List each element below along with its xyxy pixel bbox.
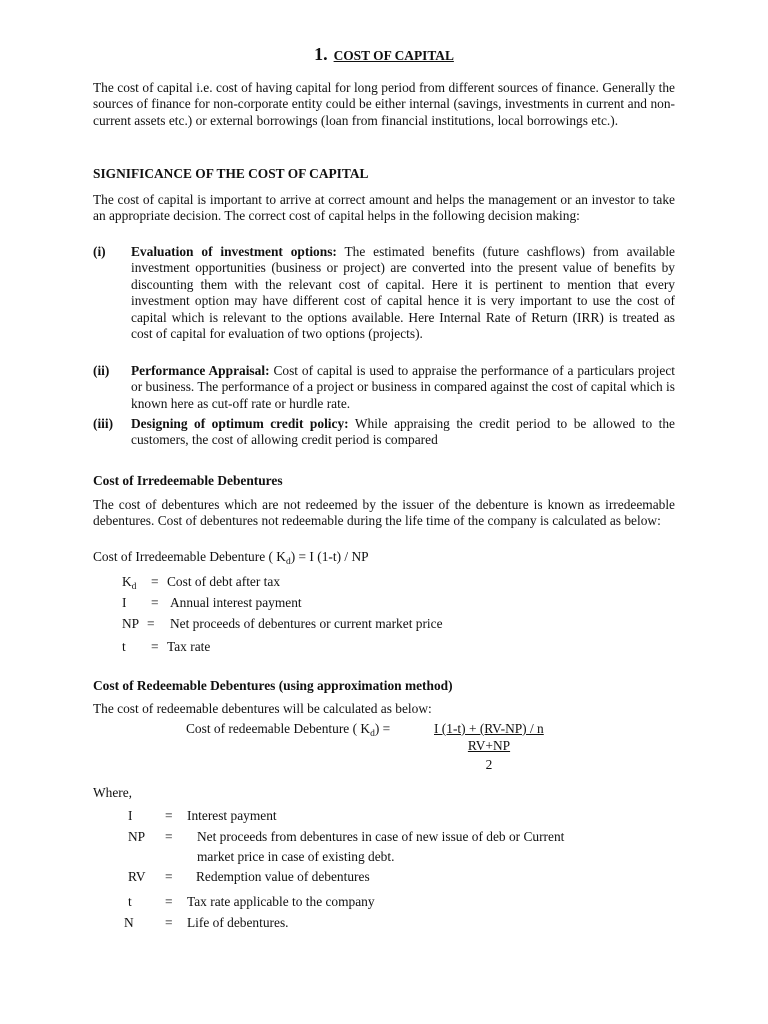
formula-prefix: Cost of redeemable Debenture ( K bbox=[186, 721, 371, 736]
formula-prefix: Cost of Irredeemable Debenture ( K bbox=[93, 549, 286, 564]
definition-equals: = bbox=[165, 894, 173, 909]
item-number: (ii) bbox=[93, 363, 110, 378]
formula-suffix: ) = bbox=[374, 721, 391, 736]
redeemable-paragraph: The cost of redeemable debentures will be calculated as below: bbox=[93, 701, 432, 716]
definition-desc: Cost of debt after tax bbox=[167, 574, 281, 589]
definition-symbol: t bbox=[128, 894, 132, 909]
significance-heading: SIGNIFICANCE OF THE COST OF CAPITAL bbox=[93, 166, 369, 181]
definition-equals: = bbox=[151, 574, 159, 589]
formula-subscript: d bbox=[285, 557, 291, 567]
title-text: COST OF CAPITAL bbox=[333, 48, 454, 63]
title-number: 1. bbox=[314, 44, 328, 64]
definition-equals: = bbox=[165, 915, 173, 930]
definition-desc: Tax rate bbox=[167, 639, 211, 654]
definition-equals: = bbox=[147, 616, 155, 631]
definition-desc: Life of debentures. bbox=[187, 915, 289, 930]
significance-item bbox=[131, 244, 675, 342]
definition-symbol: $K_d$ bbox=[122, 574, 137, 592]
item-label: Performance Appraisal: bbox=[131, 363, 270, 378]
formula-suffix: ) = I (1-t) / NP bbox=[290, 549, 369, 564]
significance-item bbox=[131, 416, 675, 449]
item-text: Cost of capital is used to appraise the performance of a particulars project or business. The performance of a project or business in compared against the cost of capital which is known here as cut-off rate or hurdle rate. bbox=[131, 363, 675, 411]
formula-subscript: d bbox=[370, 729, 375, 739]
page-title bbox=[0, 44, 768, 65]
item-label: Evaluation of investment options: bbox=[131, 244, 337, 259]
definition-symbol: N bbox=[124, 915, 134, 930]
definition-desc-continued: market price in case of existing debt. bbox=[197, 849, 395, 864]
item-text: While appraising the credit period to be allowed to the customers, the cost of allowing credit period is compared bbox=[131, 416, 675, 448]
redeemable-formula-label bbox=[186, 721, 390, 737]
definition-equals: = bbox=[165, 869, 173, 884]
definition-symbol: RV bbox=[128, 869, 146, 884]
item-number: (i) bbox=[93, 244, 106, 259]
definition-symbol: I bbox=[122, 595, 127, 610]
significance-item bbox=[131, 363, 675, 412]
item-text: The estimated benefits (future cashflows) from available investment opportunities (business or project) are converted into the present value of benefits by discounting them with the relevant cost of capital. Here it is pertinent to mention that every investment option may have different cost of capital hence it is very important to use the cost of capital which is relevant to the options available. Here Internal Rate of Return (IRR) is treated as cost of capital for evaluation of two options (projects). bbox=[131, 244, 675, 342]
definition-desc: Net proceeds of debentures or current market price bbox=[170, 616, 443, 631]
where-label: Where, bbox=[93, 785, 133, 800]
irredeemable-heading: Cost of Irredeemable Debentures bbox=[93, 473, 283, 488]
definition-symbol: t bbox=[122, 639, 126, 654]
definition-symbol: NP bbox=[128, 829, 146, 844]
definition-equals: = bbox=[165, 808, 173, 823]
definition-symbol: NP bbox=[122, 616, 140, 631]
significance-intro: The cost of capital is important to arrive at correct amount and helps the management or an investor to take an appropriate decision. The correct cost of capital helps in the following decision making: bbox=[93, 192, 675, 224]
definition-equals: = bbox=[151, 639, 159, 654]
formula-denominator: RV+NP bbox=[467, 738, 511, 753]
redeemable-heading: Cost of Redeemable Debentures (using approximation method) bbox=[93, 678, 453, 693]
definition-symbol: I bbox=[128, 808, 133, 823]
definition-desc: Redemption value of debentures bbox=[196, 869, 370, 884]
definition-equals: = bbox=[151, 595, 159, 610]
definition-desc: Annual interest payment bbox=[170, 595, 302, 610]
definition-desc: Interest payment bbox=[187, 808, 277, 823]
formula-divisor: 2 bbox=[485, 757, 493, 772]
definition-equals: = bbox=[165, 829, 173, 844]
item-number: (iii) bbox=[93, 416, 114, 431]
definition-desc: Tax rate applicable to the company bbox=[187, 894, 375, 909]
irredeemable-formula bbox=[93, 549, 369, 565]
definition-desc: Net proceeds from debentures in case of new issue of deb or Current bbox=[197, 829, 565, 844]
intro-paragraph: The cost of capital i.e. cost of having capital for long period from different sources of finance. Generally the sources of finance for non-corporate entity could be either internal (savings, investments in current and non-current assets etc.) or external borrowings (loan from financial institutions, local borrowings etc.). bbox=[93, 80, 675, 128]
item-label: Designing of optimum credit policy: bbox=[131, 416, 349, 431]
irredeemable-paragraph: The cost of debentures which are not redeemed by the issuer of the debenture is known as irredeemable debentures. Cost of debentures not redeemable during the life time of the company is calculated as below: bbox=[93, 497, 675, 529]
formula-numerator: I (1-t) + (RV-NP) / n bbox=[434, 721, 544, 736]
